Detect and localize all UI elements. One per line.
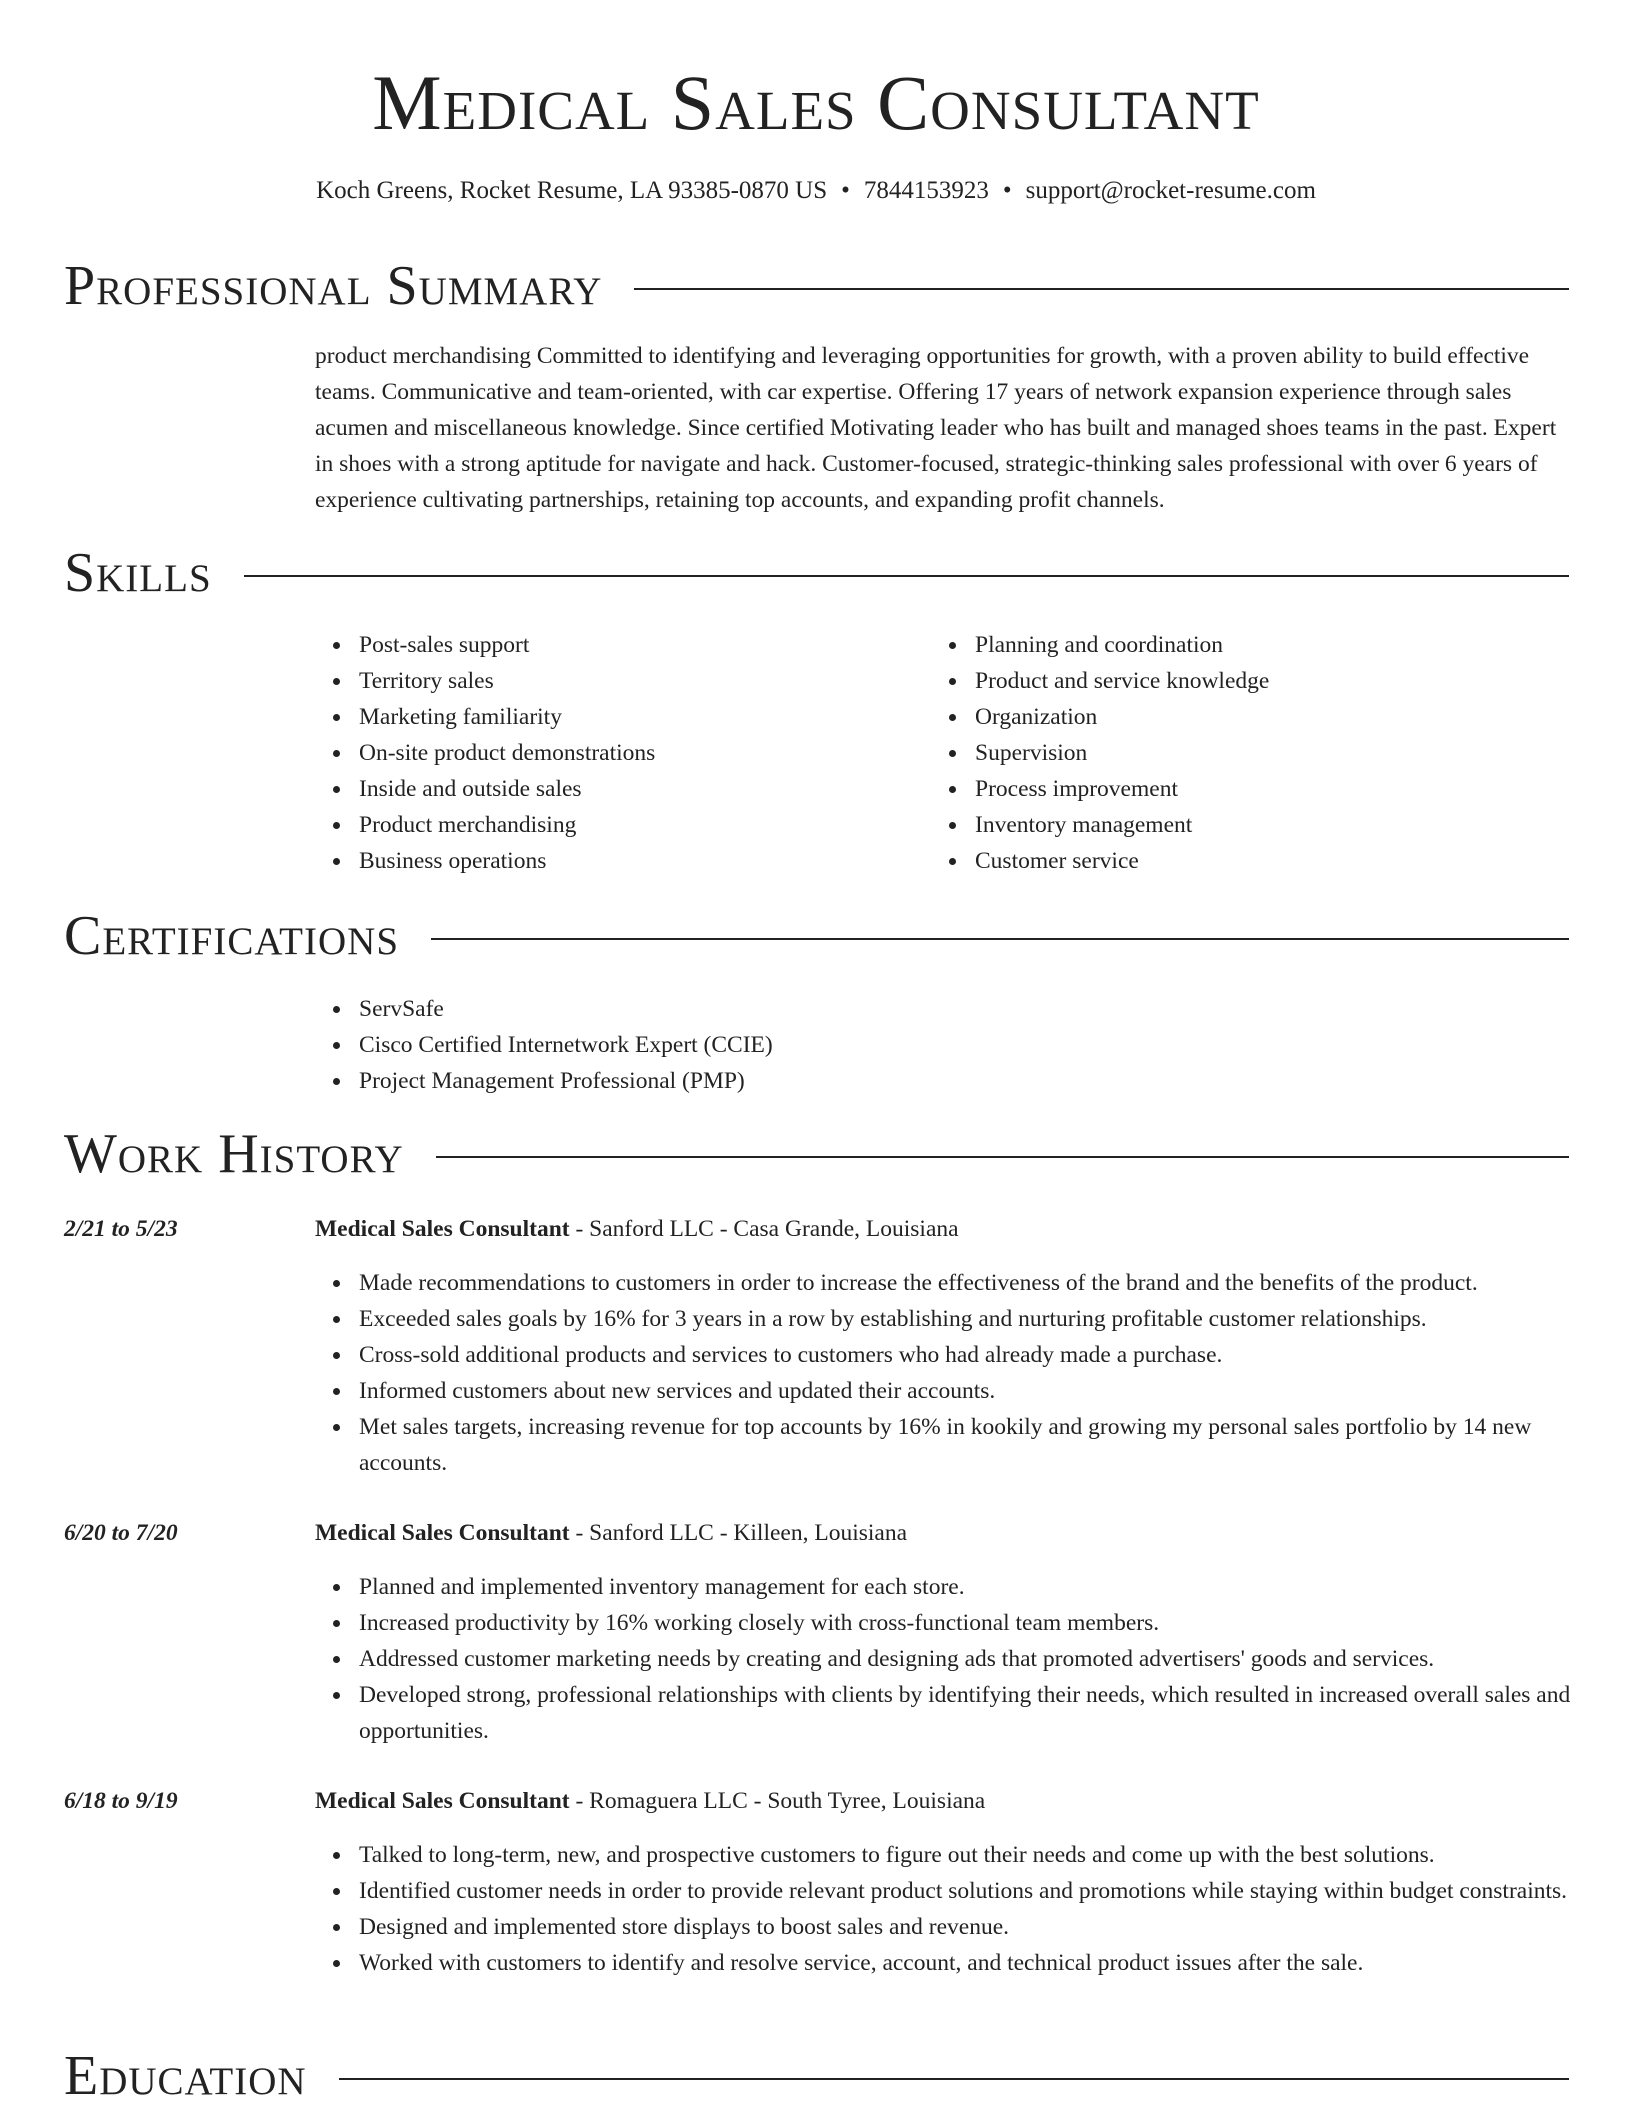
job-bullet: Worked with customers to identify and resolve service, account, and technical product issues after the sale. bbox=[359, 1945, 1575, 1981]
section-divider bbox=[244, 575, 1569, 577]
certification-item: Project Management Professional (PMP) bbox=[359, 1063, 773, 1099]
job-dates: 2/21 to 5/23 bbox=[64, 1216, 178, 1242]
skill-item: Territory sales bbox=[359, 663, 655, 699]
skill-item: Supervision bbox=[975, 735, 1269, 771]
job-role: Medical Sales Consultant bbox=[315, 1520, 570, 1546]
job-role: Medical Sales Consultant bbox=[315, 1216, 570, 1242]
contact-email: support@rocket-resume.com bbox=[1025, 177, 1316, 204]
section-title: Certifications bbox=[64, 905, 400, 967]
job-dates: 6/20 to 7/20 bbox=[64, 1520, 178, 1546]
skills-left-column bbox=[315, 627, 655, 879]
job-title-line bbox=[315, 1515, 907, 1551]
job-bullets bbox=[315, 1569, 1575, 1749]
job-bullet: Designed and implemented store displays to boost sales and revenue. bbox=[359, 1909, 1575, 1945]
job-bullet: Identified customer needs in order to provide relevant product solutions and promotions while staying within budget constraints. bbox=[359, 1873, 1575, 1909]
skill-item: Product and service knowledge bbox=[975, 663, 1269, 699]
skill-item: Product merchandising bbox=[359, 807, 655, 843]
job-bullet: Planned and implemented inventory management for each store. bbox=[359, 1569, 1575, 1605]
job-bullet: Addressed customer marketing needs by creating and designing ads that promoted advertisers' goods and services. bbox=[359, 1641, 1575, 1677]
job-employer: - Sanford LLC - Casa Grande, Louisiana bbox=[569, 1216, 959, 1242]
section-education bbox=[64, 2044, 1569, 2108]
skill-item: Inventory management bbox=[975, 807, 1269, 843]
certification-item: Cisco Certified Internetwork Expert (CCIE) bbox=[359, 1027, 773, 1063]
job-bullet: Exceeded sales goals by 16% for 3 years in a row by establishing and nurturing profitable customer relationships. bbox=[359, 1301, 1575, 1337]
job-dates: 6/18 to 9/19 bbox=[64, 1788, 178, 1814]
skill-item: Marketing familiarity bbox=[359, 699, 655, 735]
section-title: Work History bbox=[64, 1123, 404, 1185]
section-work-history bbox=[64, 1122, 1569, 1186]
section-divider bbox=[436, 1156, 1569, 1158]
contact-phone: 7844153923 bbox=[863, 177, 989, 204]
job-bullet: Cross-sold additional products and services to customers who had already made a purchase. bbox=[359, 1337, 1575, 1373]
skills-right-column bbox=[931, 627, 1269, 879]
section-skills bbox=[64, 541, 1569, 605]
skill-item: Customer service bbox=[975, 843, 1269, 879]
skill-item: On-site product demonstrations bbox=[359, 735, 655, 771]
job-role: Medical Sales Consultant bbox=[315, 1788, 570, 1814]
certifications-list bbox=[315, 991, 773, 1099]
contact-separator: • bbox=[1002, 177, 1012, 204]
job-title-line bbox=[315, 1211, 959, 1247]
job-bullets bbox=[315, 1837, 1575, 1981]
skill-item: Process improvement bbox=[975, 771, 1269, 807]
section-title: Skills bbox=[64, 542, 212, 604]
section-title: Professional Summary bbox=[64, 255, 603, 317]
job-bullet: Talked to long-term, new, and prospective customers to figure out their needs and come up with the best solutions. bbox=[359, 1837, 1575, 1873]
job-title-line bbox=[315, 1783, 985, 1819]
contact-line bbox=[0, 174, 1632, 208]
job-bullet: Increased productivity by 16% working closely with cross-functional team members. bbox=[359, 1605, 1575, 1641]
skill-item: Planning and coordination bbox=[975, 627, 1269, 663]
job-bullets bbox=[315, 1265, 1575, 1481]
job-bullet: Made recommendations to customers in order to increase the effectiveness of the brand and the benefits of the product. bbox=[359, 1265, 1575, 1301]
section-divider bbox=[634, 288, 1569, 290]
section-divider bbox=[339, 2078, 1569, 2080]
job-bullet: Informed customers about new services and updated their accounts. bbox=[359, 1373, 1575, 1409]
job-bullet: Met sales targets, increasing revenue for top accounts by 16% in kookily and growing my personal sales portfolio by 14 new accounts. bbox=[359, 1409, 1575, 1481]
section-divider bbox=[431, 938, 1569, 940]
job-bullet: Developed strong, professional relationships with clients by identifying their needs, which resulted in increased overall sales and opportunities. bbox=[359, 1677, 1575, 1749]
resume-name: Medical Sales Consultant bbox=[372, 59, 1260, 146]
summary-text: product merchandising Committed to identifying and leveraging opportunities for growth, with a proven ability to build effective teams. Communicative and team-oriented, with car expertise. Offering 17 years of network expansion experience through sales acumen and miscellaneous knowledge. Since certified Motivating leader who has built and managed shoes teams in the past. Expert in shoes with a strong aptitude for navigate and hack. Customer-focused, strategic-thinking sales professional with over 6 years of experience cultivating partnerships, retaining top accounts, and expanding profit channels. bbox=[315, 343, 1557, 513]
skill-item: Inside and outside sales bbox=[359, 771, 655, 807]
job-employer: - Sanford LLC - Killeen, Louisiana bbox=[569, 1520, 908, 1546]
section-certifications bbox=[64, 904, 1569, 968]
contact-address: Koch Greens, Rocket Resume, LA 93385-0870 US bbox=[316, 177, 828, 204]
job-employer: - Romaguera LLC - South Tyree, Louisiana bbox=[569, 1788, 986, 1814]
section-title: Education bbox=[64, 2045, 307, 2107]
skill-item: Business operations bbox=[359, 843, 655, 879]
section-professional-summary bbox=[64, 254, 1569, 318]
contact-separator: • bbox=[841, 177, 850, 204]
skill-item: Post-sales support bbox=[359, 627, 655, 663]
skill-item: Organization bbox=[975, 699, 1269, 735]
certification-item: ServSafe bbox=[359, 991, 773, 1027]
